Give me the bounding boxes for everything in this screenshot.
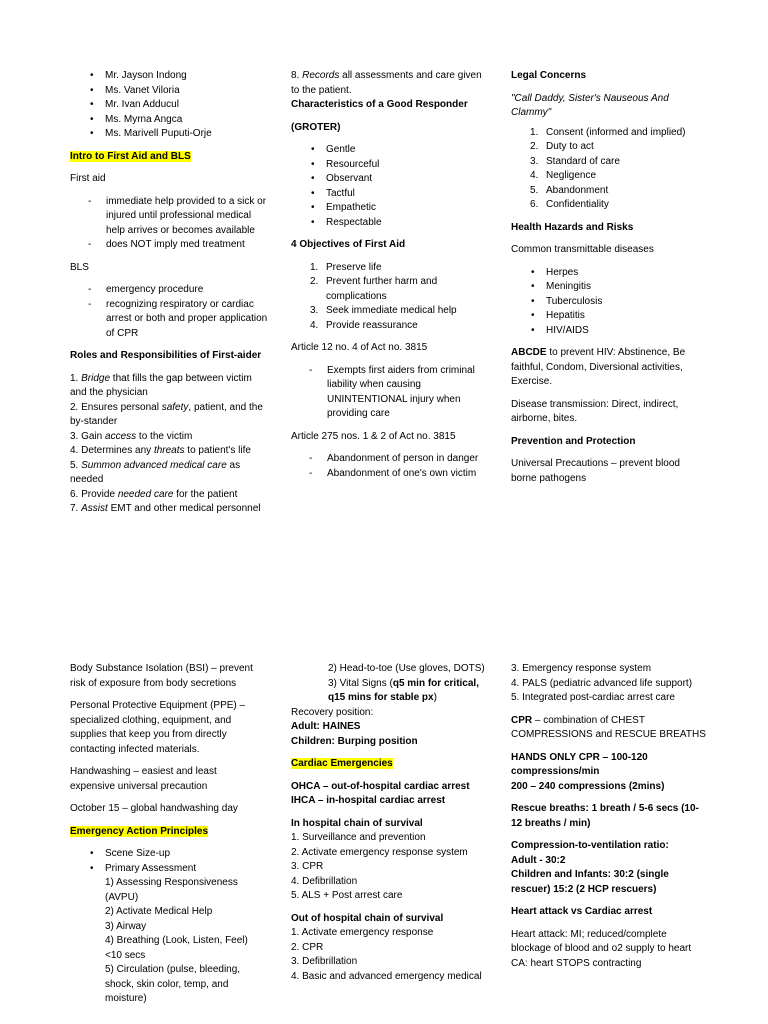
in-chain-step: 4. Defibrillation [291,875,358,887]
column-3 [511,69,706,486]
objectives-list [291,261,486,334]
disease: • Tuberculosis [511,295,706,310]
legal-item: 2. Duty to act [530,141,594,152]
article-12-points [291,364,486,422]
ppe-text: Personal Protective Equipment (PPE) – specialized clothing, equipment, and supplies that keep you from directly contacting infected materials. [70,700,246,755]
article-12-point: - Exempts first aiders from criminal liability when causing UNINTENTIONAL injury when providing care [291,364,486,422]
legal-item: 5. Abandonment [530,184,609,196]
trait: • Empathetic [291,201,486,216]
diseases-list [511,266,706,339]
chain-step: 5. Integrated post-cardiac arrest care [511,692,675,703]
primary-step: 5) Circulation (pulse, bleeding, shock, skin color, temp, and moisture) [105,964,241,1004]
in-chain-step: 5. ALS + Post arrest care [291,890,403,901]
instructor-name: • Mr. Ivan Adducul [70,98,270,113]
in-chain-heading: In hospital chain of survival [291,817,423,829]
article-275-points [291,452,486,481]
ihca-text: IHCA – in-hospital cardiac arrest [291,795,446,806]
role-item: 4. Determines any threats to patient's life [70,445,251,456]
primary-step: 1) Assessing Responsiveness (AVPU) [105,877,238,903]
traits-list [291,143,486,230]
in-chain-step: 1. Surveillance and prevention [291,832,426,843]
eap-list [70,847,262,876]
hands-only-cpr: HANDS ONLY CPR – 100-120 compressions/min [511,751,648,777]
intro-heading: Intro to First Aid and BLS [70,150,191,162]
primary-step: 4) Breathing (Look, Listen, Feel) <10 secs [105,935,248,961]
first-aid-point: - does NOT imply med treatment [70,238,270,253]
legal-item: 6. Confidentiality [530,199,609,210]
chain-step: 3. Emergency response system [511,663,652,674]
transmission-text: Disease transmission: Direct, indirect, airborne, bites. [511,398,679,424]
in-chain-step: 3. CPR [291,861,324,872]
first-aid-points [70,195,270,253]
column-1 [70,69,270,517]
bls-point: - emergency procedure [70,283,270,298]
legal-item: 4. Negligence [530,170,597,181]
handwashing-day: October 15 – global handwashing day [70,803,238,814]
disease: • Meningitis [511,280,706,295]
chain-step: 4. PALS (pediatric advanced life support) [511,677,693,689]
diseases-label: Common transmittable diseases [511,244,654,255]
role-item: 1. Bridge that fills the gap between victim and the physician [70,372,252,398]
roles-heading: Roles and Responsibilities of First-aider [70,350,262,361]
primary-step: 3) Airway [105,920,147,932]
legal-item: 3. Standard of care [530,155,620,167]
instructor-list [70,69,270,142]
recovery-children: Children: Burping position [291,735,418,747]
out-chain-step: 2. CPR [291,941,324,953]
handwashing-text: Handwashing – easiest and least expensive universal precaution [70,766,217,792]
column-5 [291,662,486,984]
out-chain-step: 1. Activate emergency response [291,927,434,938]
abcde-text: ABCDE to prevent HIV: Abstinence, Be faithful, Condom, Diversional activities, Exercise. [511,347,686,387]
primary-assessment-steps [70,876,262,1007]
trait: • Tactful [291,187,486,202]
universal-precautions: Universal Precautions – prevent blood borne pathogens [511,458,680,484]
ohca-text: OHCA – out-of-hospital cardiac arrest [291,780,470,792]
article-275-point: - Abandonment of person in danger [291,452,486,467]
bsi-text: Body Substance Isolation (BSI) – prevent risk of exposure from body secretions [70,663,253,689]
bls-points [70,283,270,341]
trait: • Respectable [291,216,486,231]
instructor-name: • Mr. Jayson Indong [70,69,270,84]
role-item: 2. Ensures personal safety, patient, and the by-stander [70,401,263,427]
eap-heading: Emergency Action Principles [70,825,209,837]
recovery-adult: Adult: HAINES [291,721,361,732]
eap-item: • Primary Assessment [70,862,262,877]
groter-label: (GROTER) [291,121,341,133]
first-aid-point: - immediate help provided to a sick or injured until professional medical help arrives or becomes available [70,195,270,239]
trait: • Resourceful [291,158,486,173]
hazards-heading: Health Hazards and Risks [511,221,634,233]
disease: • Herpes [511,266,706,281]
legal-list [511,126,706,213]
article-12: Article 12 no. 4 of Act no. 3815 [291,342,428,353]
objective: 4. Provide reassurance [310,319,418,331]
disease: • HIV/AIDS [511,324,706,339]
trait: • Gentle [291,143,486,158]
bls-point: - recognizing respiratory or cardiac arrest or both and proper application of CPR [70,298,270,342]
cpr-definition: CPR – combination of CHEST COMPRESSIONS and RESCUE BREATHS [511,714,706,740]
cardiac-heading: Cardiac Emergencies [291,758,393,769]
article-275: Article 275 nos. 1 & 2 of Act no. 3815 [291,430,456,442]
ratio-adult: Adult - 30:2 [511,854,566,866]
ratio-children: Children and Infants: 30:2 (single rescuer) 15:2 (2 HCP rescuers) [511,869,669,895]
trait: • Observant [291,172,486,187]
out-chain-step: 4. Basic and advanced emergency medical [291,970,482,982]
vital-signs: 3) Vital Signs (q5 min for critical, q15 mins for stable px) [328,677,479,703]
ratio-heading: Compression-to-ventilation ratio: [511,840,669,851]
objectives-heading: 4 Objectives of First Aid [291,239,406,250]
compressions-2min: 200 – 240 compressions (2mins) [511,780,665,792]
bls-label: BLS [70,261,89,273]
role-item: 5. Summon advanced medical care as needed [70,459,241,485]
article-275-point: - Abandonment of one's own victim [291,467,486,482]
instructor-name: • Ms. Myrna Angca [70,113,270,128]
legal-mnemonic: "Call Daddy, Sister's Nauseous And Clammy" [511,92,669,118]
eap-item: • Scene Size-up [70,847,262,862]
heart-attack-text: Heart attack: MI; reduced/complete blockage of blood and o2 supply to heart [511,928,692,954]
column-2 [291,69,486,481]
recovery-label: Recovery position: [291,706,374,718]
legal-heading: Legal Concerns [511,70,587,81]
head-to-toe: 2) Head-to-toe (Use gloves, DOTS) [328,663,485,674]
cardiac-arrest-text: CA: heart STOPS contracting [511,957,642,969]
rescue-breaths: Rescue breaths: 1 breath / 5-6 secs (10-12 breaths / min) [511,803,699,829]
objective: 2. Prevent further harm and complications [310,276,438,302]
role-item: 7. Assist EMT and other medical personnel [70,503,261,514]
legal-item: 1. Consent (informed and implied) [530,126,686,138]
out-chain-heading: Out of hospital chain of survival [291,912,444,924]
role-item: 3. Gain access to the victim [70,430,193,442]
role-item: 6. Provide needed care for the patient [70,488,238,500]
instructor-name: • Ms. Vanet Viloria [70,84,270,99]
good-responder-heading: Characteristics of a Good Responder [291,99,468,110]
records-item: 8. Records all assessments and care given to the patient. [291,70,482,96]
first-aid-label: First aid [70,173,106,184]
column-4 [70,662,262,1007]
in-chain-step: 2. Activate emergency response system [291,846,468,858]
primary-step: 2) Activate Medical Help [105,906,213,917]
instructor-name: • Ms. Marivell Puputi-Orje [70,127,270,142]
objective: 1. Preserve life [310,261,382,273]
prevention-heading: Prevention and Protection [511,435,636,447]
ha-vs-ca-heading: Heart attack vs Cardiac arrest [511,906,653,917]
objective: 3. Seek immediate medical help [310,305,457,316]
disease: • Hepatitis [511,309,706,324]
column-6 [511,662,706,971]
out-chain-step: 3. Defibrillation [291,956,358,967]
